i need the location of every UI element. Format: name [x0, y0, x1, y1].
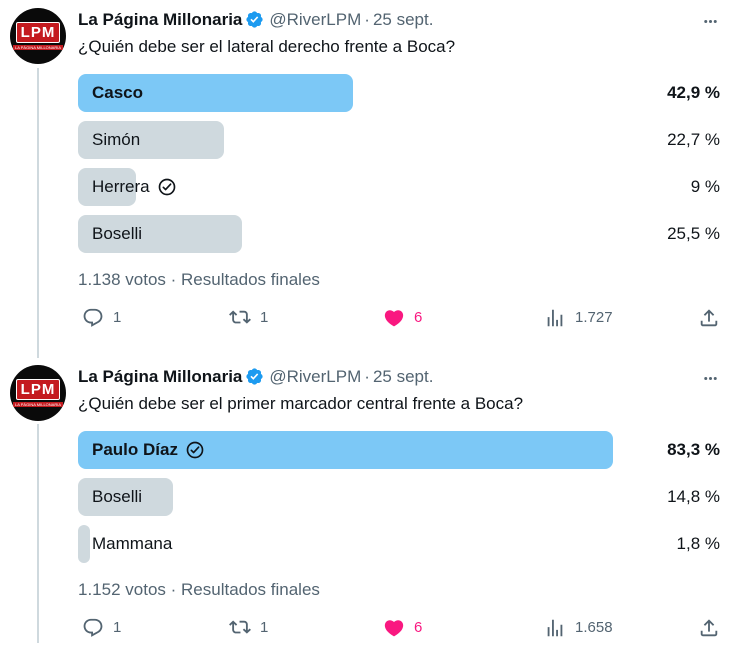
retweet-count: 1 [260, 619, 269, 636]
avatar[interactable] [10, 365, 66, 421]
tweet-timestamp[interactable]: 25 sept. [372, 367, 434, 386]
poll [78, 431, 720, 601]
share-button[interactable] [698, 615, 720, 641]
reply-count: 1 [113, 619, 122, 636]
more-options-button[interactable] [701, 12, 720, 31]
heart-icon [383, 307, 405, 329]
retweet-icon [229, 617, 251, 639]
poll [78, 74, 720, 291]
avatar-subtitle: LA PÁGINA MILLONARIA [14, 402, 62, 407]
share-button[interactable] [698, 305, 720, 331]
heart-icon [383, 617, 405, 639]
poll-option-label-wrap [92, 74, 143, 112]
poll-option-percent: 1,8 % [676, 534, 720, 553]
poll-option [78, 478, 720, 516]
like-button[interactable] [383, 615, 422, 641]
avatar[interactable] [10, 8, 66, 64]
avatar-initials: LPM [16, 22, 61, 43]
poll-option-label-wrap [92, 431, 205, 469]
views-count: 1.727 [575, 309, 613, 326]
poll-option-label-wrap [92, 215, 142, 253]
poll-option [78, 121, 720, 159]
like-count: 6 [414, 619, 423, 636]
analytics-icon [544, 307, 566, 329]
verified-badge-icon [245, 367, 264, 386]
share-icon [698, 307, 720, 329]
author-handle[interactable]: @RiverLPM [269, 367, 362, 386]
poll-option [78, 525, 720, 563]
meta-separator: · [364, 367, 370, 386]
poll-option-label-wrap [92, 168, 177, 206]
retweet-button[interactable] [229, 305, 268, 331]
tweet [0, 357, 738, 667]
author-handle[interactable]: @RiverLPM [269, 10, 362, 29]
tweet-text: ¿Quién debe ser el primer marcador central frente a Boca? [78, 394, 524, 413]
poll-option [78, 168, 720, 206]
tweet-timestamp[interactable]: 25 sept. [372, 10, 434, 29]
reply-icon [82, 307, 104, 329]
views-button[interactable] [544, 615, 613, 641]
avatar-initials: LPM [16, 379, 61, 400]
poll-bar [78, 525, 90, 563]
reply-icon [82, 617, 104, 639]
tweet-gutter [0, 8, 68, 331]
tweet-gutter [0, 365, 68, 641]
poll-option-label: Casco [92, 83, 144, 102]
analytics-icon [544, 617, 566, 639]
vote-check-icon [185, 440, 205, 460]
reply-button[interactable] [82, 305, 121, 331]
poll-option-label-wrap [92, 525, 172, 563]
poll-option-percent: 14,8 % [667, 487, 720, 506]
poll-option-label: Simón [92, 130, 141, 149]
poll-summary: 1.152 votos · Resultados finales [78, 580, 320, 599]
tweet-text: ¿Quién debe ser el lateral derecho frente a Boca? [78, 37, 456, 56]
vote-check-icon [157, 177, 177, 197]
views-button[interactable] [544, 305, 613, 331]
poll-option [78, 431, 720, 469]
poll-option-percent: 9 % [690, 177, 720, 196]
tweet-actions [78, 615, 720, 641]
poll-option-label-wrap [92, 478, 142, 516]
author-name[interactable]: La Página Millonaria [78, 10, 243, 29]
poll-option-percent: 42,9 % [667, 83, 720, 102]
like-count: 6 [414, 309, 423, 326]
verified-badge-icon [245, 10, 264, 29]
tweet-actions [78, 305, 720, 331]
tweet-meta [269, 10, 433, 29]
more-options-button[interactable] [701, 369, 720, 388]
poll-option-label: Herrera [92, 177, 150, 196]
views-count: 1.658 [575, 619, 613, 636]
meta-separator: · [364, 10, 370, 29]
author-name[interactable]: La Página Millonaria [78, 367, 243, 386]
retweet-button[interactable] [229, 615, 268, 641]
poll-summary: 1.138 votos · Resultados finales [78, 270, 320, 289]
retweet-icon [229, 307, 251, 329]
share-icon [698, 617, 720, 639]
poll-option-label: Paulo Díaz [92, 440, 178, 459]
tweet-header [78, 8, 720, 32]
poll-options [78, 431, 720, 563]
like-button[interactable] [383, 305, 422, 331]
avatar-subtitle: LA PÁGINA MILLONARIA [14, 45, 62, 50]
tweet-header [78, 365, 720, 389]
tweet-content [78, 8, 720, 331]
poll-option [78, 215, 720, 253]
poll-option-label: Boselli [92, 487, 143, 506]
poll-option-percent: 25,5 % [667, 224, 720, 243]
poll-option-percent: 83,3 % [667, 440, 720, 459]
poll-option-percent: 22,7 % [667, 130, 720, 149]
more-options-icon [701, 369, 720, 388]
retweet-count: 1 [260, 309, 269, 326]
tweet-meta [269, 367, 433, 386]
reply-button[interactable] [82, 615, 121, 641]
poll-option-label: Mammana [92, 534, 173, 553]
poll-option [78, 74, 720, 112]
poll-options [78, 74, 720, 253]
more-options-icon [701, 12, 720, 31]
poll-option-label: Boselli [92, 224, 143, 243]
tweet-content [78, 365, 720, 641]
reply-count: 1 [113, 309, 122, 326]
poll-option-label-wrap [92, 121, 140, 159]
